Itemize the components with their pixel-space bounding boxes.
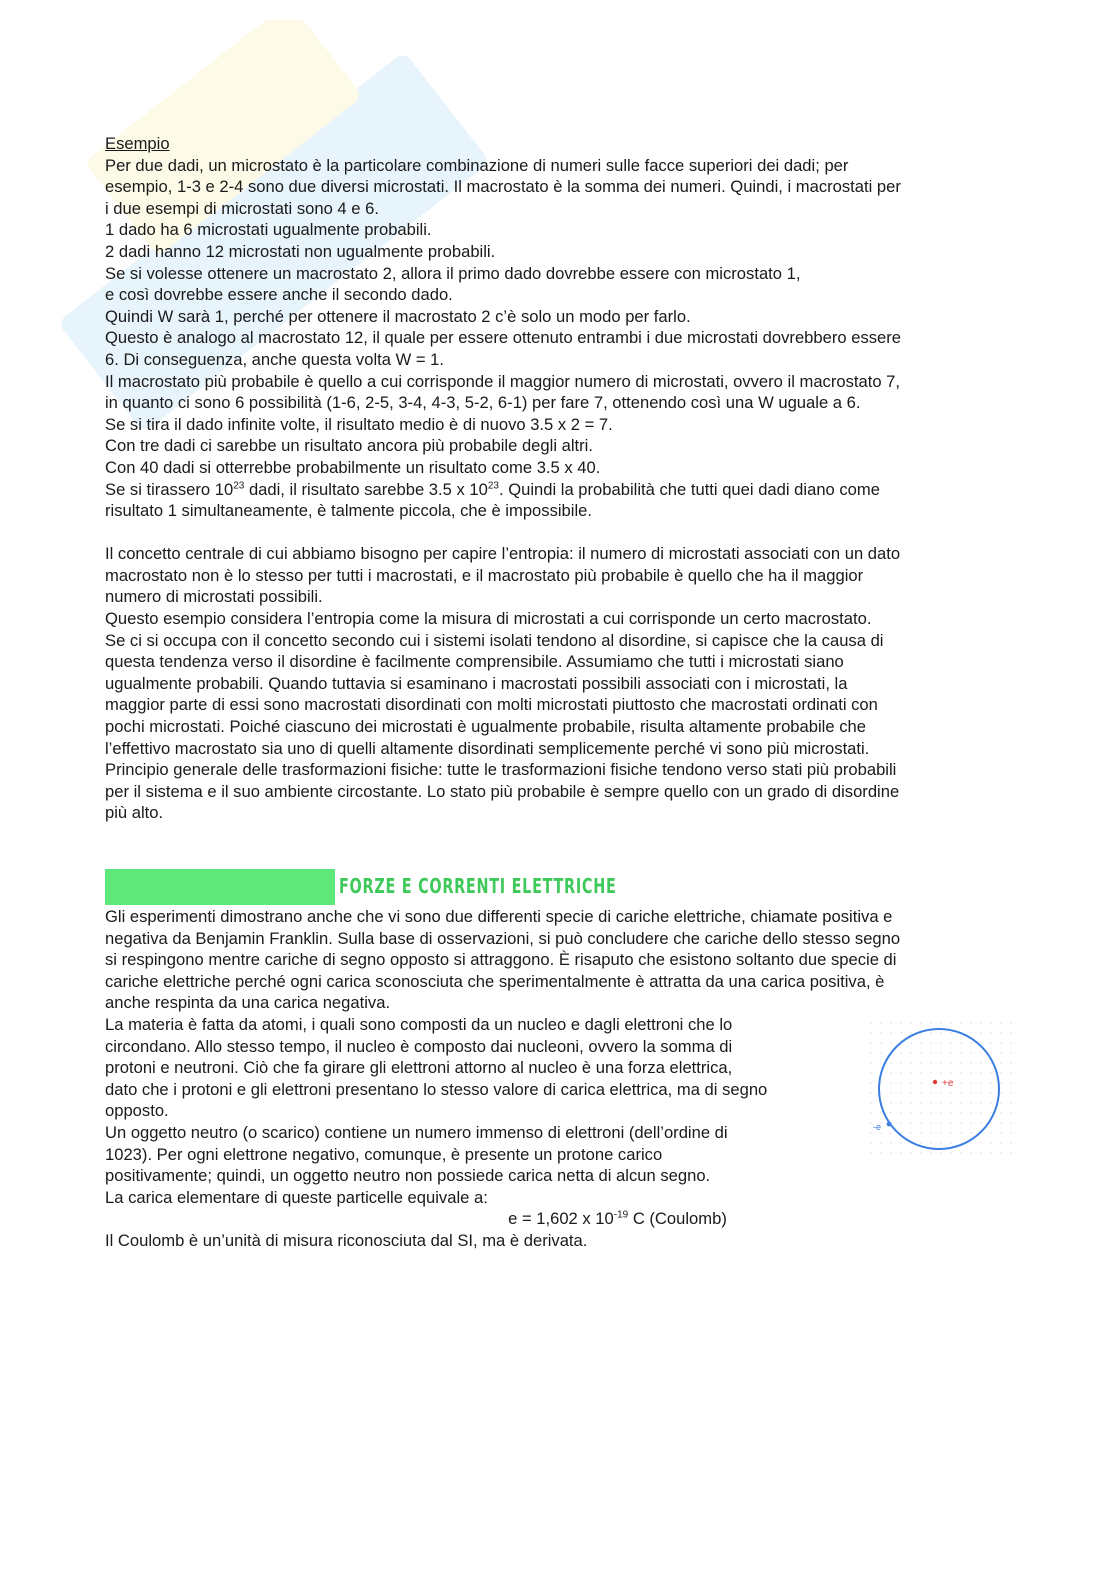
- text-line: Quindi W sarà 1, perché per ottenere il macrostato 2 c’è solo un modo per farlo.: [105, 306, 691, 326]
- text-line: dato che i protoni e gli elettroni presentano lo stesso valore di carica elettrica, ma di segno: [105, 1079, 768, 1099]
- text-line: Questo esempio considera l’entropia come la misura di microstati a cui corrisponde un certo macrostato.: [105, 609, 872, 629]
- text-line: Con 40 dadi si otterrebbe probabilmente un risultato come 3.5 x 40.: [105, 457, 601, 477]
- text-line: ugualmente probabili. Quando tuttavia si esaminano i macrostati possibili associati con i microstati, la: [105, 673, 848, 693]
- text-line: Il concetto centrale di cui abbiamo bisogno per capire l’entropia: il numero di microstati associati con un dato: [105, 544, 901, 564]
- text-line: si respingono mentre cariche di segno opposto si attraggono. È risaputo che esistono soltanto due specie di: [105, 950, 897, 970]
- text-line: Gli esperimenti dimostrano anche che vi sono due differenti specie di cariche elettriche, chiamate positiva e: [105, 907, 893, 926]
- text-line: Il macrostato più probabile è quello a cui corrisponde il maggior numero di microstati, ovvero il macrostato 7,: [105, 371, 901, 391]
- text-line: Se si tira il dado infinite volte, il risultato medio è di nuovo 3.5 x 2 = 7.: [105, 414, 613, 434]
- text-line: Per due dadi, un microstato è la particolare combinazione di numeri sulle facce superiori dei dadi; per: [105, 155, 849, 175]
- text-line: pochi microstati. Poiché ciascuno dei microstati è ugualmente probabile, risulta altamente probabile che: [105, 717, 866, 737]
- example-body: [105, 155, 1015, 522]
- text-line: Se si volesse ottenere un macrostato 2, allora il primo dado dovrebbe essere con microstato 1,: [105, 263, 801, 283]
- text-line: protoni e neutroni. Ciò che fa girare gli elettroni attorno al nucleo è una forza elettrica,: [105, 1058, 733, 1078]
- section-heading: [105, 868, 1015, 906]
- nucleus-label: +e: [942, 1078, 954, 1089]
- atom-diagram: [870, 1022, 1020, 1157]
- text-line: e così dovrebbe essere anche il secondo dado.: [105, 285, 453, 305]
- text-line: cariche elettriche perché ogni carica sconosciuta che sperimentalmente è attratta da una carica positiva, è: [105, 971, 885, 991]
- text-line: Se ci si occupa con il concetto secondo cui i sistemi isolati tendono al disordine, si capisce che la causa di: [105, 630, 884, 650]
- text-line: più alto.: [105, 803, 164, 823]
- text-line: Un oggetto neutro (o scarico) contiene un numero immenso di elettroni (dell’ordine di: [105, 1122, 728, 1142]
- text-line: positivamente; quindi, un oggetto neutro non possiede carica netta di alcun segno.: [105, 1166, 711, 1186]
- text-line: Questo è analogo al macrostato 12, il quale per essere ottenuto entrambi i due microstati dovrebbero essere: [105, 328, 902, 348]
- electron-label: -e: [873, 1122, 882, 1132]
- charges-paragraph: [105, 906, 1015, 1014]
- dot-grid: [870, 1022, 1020, 1157]
- text-line: l’effettivo macrostato sia uno di quelli altamente disordinati semplicemente perché vi sono più microstati.: [105, 738, 870, 758]
- atom-paragraph: [105, 1014, 850, 1208]
- text-line: numero di microstati possibili.: [105, 587, 323, 607]
- text-line: Principio generale delle trasformazioni fisiche: tutte le trasformazioni fisiche tendono verso stati più probabili: [105, 760, 897, 780]
- text-line: esempio, 1-3 e 2-4 sono due diversi microstati. Il macrostato è la somma dei numeri. Quindi, i macrostati per: [105, 177, 901, 197]
- charge-formula: e = 1,602 x $10^{-19}$ C (Coulomb): [508, 1209, 727, 1229]
- text-line: 1 dado ha 6 microstati ugualmente probabili.: [105, 220, 432, 240]
- text-line: anche respinta da una carica negativa.: [105, 993, 391, 1013]
- text-line: 1023). Per ogni elettrone negativo, comunque, è presente un protone carico: [105, 1144, 663, 1164]
- text-line: circondano. Allo stesso tempo, il nucleo è composto dai nucleoni, ovvero la somma di: [105, 1036, 733, 1056]
- example-title: Esempio: [105, 134, 170, 153]
- heading-highlight-bar: [105, 869, 335, 905]
- text-line: opposto.: [105, 1101, 169, 1121]
- entropy-paragraph: [105, 543, 1015, 824]
- text-line: Con tre dadi ci sarebbe un risultato ancora più probabile degli altri.: [105, 436, 593, 456]
- text-line: maggior parte di essi sono macrostati disordinati con molti microstati piuttosto che macrostati ordinati con: [105, 695, 878, 715]
- nucleus-dot: [933, 1080, 937, 1084]
- text-line: 2 dadi hanno 12 microstati non ugualmente probabili.: [105, 241, 496, 261]
- electron-dot: [887, 1122, 892, 1127]
- text-line: questa tendenza verso il disordine è facilmente comprensibile. Assumiamo che tutti i microstati siano: [105, 652, 844, 672]
- text-line: 6. Di conseguenza, anche questa volta W = 1.: [105, 349, 444, 369]
- text-line: Il Coulomb è un’unità di misura riconosciuta dal SI, ma è derivata.: [105, 1230, 588, 1250]
- text-line: risultato 1 simultaneamente, è talmente piccola, che è impossibile.: [105, 501, 592, 521]
- text-line: in quanto ci sono 6 possibilità (1-6, 2-5, 3-4, 4-3, 5-2, 6-1) per fare 7, ottenendo così una W uguale a 6.: [105, 393, 861, 413]
- text-line-exponent: Se si tirassero $10^{23}$ dadi, il risultato sarebbe 3.5 x $10^{23}$. Quindi la probabilità che tutti quei dadi diano come: [105, 479, 880, 499]
- text-line: La carica elementare di queste particelle equivale a:: [105, 1187, 488, 1207]
- text-line: i due esempi di microstati sono 4 e 6.: [105, 198, 379, 218]
- section-title: FORZE E CORRENTI ELETTRICHE: [339, 874, 617, 899]
- text-line: La materia è fatta da atomi, i quali sono composti da un nucleo e dagli elettroni che lo: [105, 1014, 733, 1034]
- text-line: negativa da Benjamin Franklin. Sulla base di osservazioni, si può concludere che cariche dello stesso segno: [105, 928, 901, 948]
- text-line: per il sistema e il suo ambiente circostante. Lo stato più probabile è sempre quello con un grado di disordine: [105, 781, 900, 801]
- text-line: macrostato non è lo stesso per tutti i macrostati, e il macrostato più probabile è quello che ha il maggior: [105, 565, 864, 585]
